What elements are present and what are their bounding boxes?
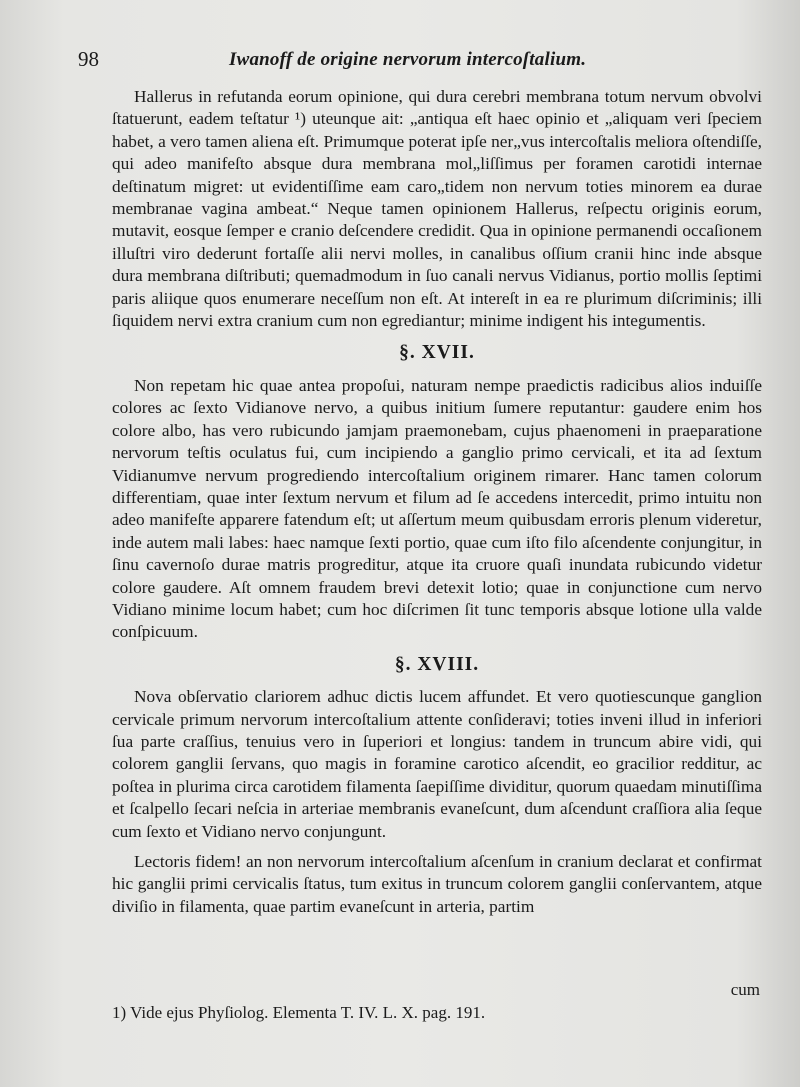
section-heading: §. XVII. xyxy=(399,342,475,364)
paragraph: Lectoris fidem! an non nervorum intercoſtalium aſcenſum in cranium declarat et confirmat hic ganglii primi cervicalis ſtatus, tum exitus in truncum colorem ganglii conſervantem, atque diviſio in filamenta, quae partim evaneſcunt in arteria, partim xyxy=(112,852,762,916)
section-heading: §. XVIII. xyxy=(394,653,480,675)
body-text xyxy=(112,86,762,918)
paragraph: Nova obſervatio clariorem adhuc dictis lucem affundet. Et vero quotiescunque ganglion cervicale primum nervorum intercoſtalium attente conſideravi; toties inveni illud in inferiori ſua parte craſſius, tenuius vero in ſuperiori et longius: tandem in truncum abire vidi, qui colorem ganglii ſervans, quo magis in foramine carotico aſcendit, eo gracilior redditur, ac poſtea in plurima circa carotidem filamenta ſaepiſſime dividitur, quorum quaedam minutiſſima et ſcalpello ſecari neſcia in arteriae membranis evaneſcunt, dum aſcendunt craſſiora alia ſeque cum ſexto et Vidiano nervo conjungunt. xyxy=(112,687,762,841)
paragraph: Hallerus in refutanda eorum opinione, qui dura cerebri membrana totum nervum obvolvi ſtatuerunt, eadem teſtatur ¹) uteunque ait: „antiqua eſt haec opinio et „aliquam veri ſpeciem habet, a vero tamen aliena eſt. Primumque poterat ipſe ner„vus intercoſtalis meliora oſtendiſſe, qui adeo manifeſto absque dura membrana mol„liſſimus per foramen carotidi internae deſtinatum migret: ut evidentiſſime eam caro„tidem non nervum toties minorem ea durae membranae vagina ambeat.“ Neque tamen opinionem Hallerus, reſpectu originis eorum, mutavit, eosque ſemper e cranio deſcendere credidit. Qua in opinione permanendi occaſionem illuſtri viro dederunt fortaſſe alii nervi molles, in canalibus oſſium cranii hinc inde absque dura membrana diſtributi; quemadmodum in ſuo canali nervus Vidianus, portio mollis ſeptimi paris aliique quos enumerare neceſſum non eſt. At intereſt in ea re plurimum diſcriminis; illi ſiquidem nervi extra cranium cum non egrediantur; minime indigent his integumentis. xyxy=(112,87,762,331)
paragraph: Non repetam hic quae antea propoſui, naturam nempe praedictis radicibus alios induiſſe colores ac ſexto Vidianove nervo, a quibus initium ſumere reputantur: gaudere enim hos colore albo, has vero rubicundo jamjam praemonebam, cujus phaenomeni in praeparatione nervorum teſtis oculatus fui, cum incipiendo a ganglio primo cervicali, et ita ad ſextum Vidianumve nervum progrediendo intercoſtalium originem rimarer. Hanc tamen colorum differentiam, quae inter ſextum nervum et filum ad ſe accedens intercedit, primo intuitu non adeo manifeſte apparere fatendum eſt; ut aſſertum meum quibusdam erroris plenum videretur, inde autem mali labes: haec namque ſexti portio, quae cum iſto filo aſcendente conjungitur, in ſinu cavernoſo durae matris progreditur, atque ita cruore quaſi inundata rubicundo videtur colore gaudere. Aſt omnem fraudem brevi detexit lotio; quae in conjunctione cum nervo Vidiano minime locum habet; cum hoc diſcrimen ſit tunc temporis absque lotione ulla valde conſpicuum. xyxy=(112,375,762,642)
running-title: Iwanoff de origine nervorum intercoſtalium. xyxy=(229,49,587,70)
page-header xyxy=(78,47,778,73)
page-number: 98 xyxy=(78,47,99,71)
footnote: 1) Vide ejus Phyſiolog. Elementa T. IV. L. X. pag. 191. xyxy=(112,1003,486,1022)
catchword: cum xyxy=(730,980,760,999)
